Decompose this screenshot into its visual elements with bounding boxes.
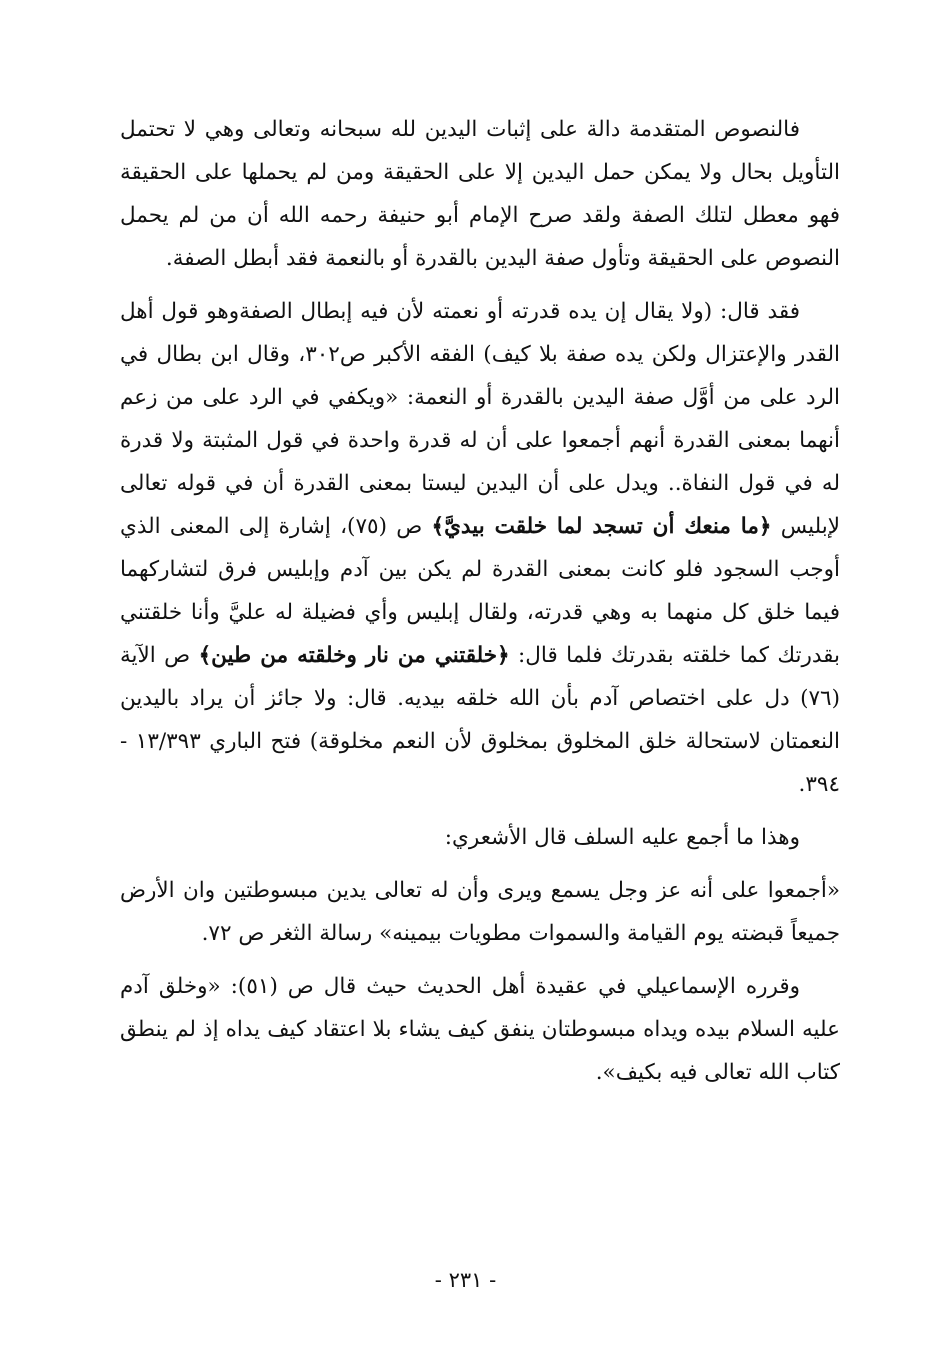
- paragraph-ismaili-quote: وقرره الإسماعيلي في عقيدة أهل الحديث حيث قال ص (٥١): «وخلق آدم عليه السلام بيده ويداه مبسوطتان ينفق كيف يشاء بلا اعتقاد كيف يداه إذ لم ينطق كتاب الله تعالى فيه بكيف».: [120, 974, 840, 1085]
- paragraph-text: ص (٧٥)، إشارة إلى المعنى الذي أوجب السجود فلو كانت بمعنى القدرة لم يكن بين آدم وإبليس فرق لتشاركهما فيما خلق كل منهما به وهي قدرته، ولقال إبليس وأي فضيلة له عليَّ وأنا خلقتني بقدرتك كما خلقته بقدرتك فلما قال:: [120, 514, 840, 668]
- paragraph-text: ص الآية (٧٦) دل على اختصاص آدم بأن الله خلقه بيديه. قال: ولا جائز أن يراد باليدين النعمتان لاستحالة خلق المخلوق بمخلوق لأن النعم مخلوقة) فتح الباري ١٣/٣٩٣ - ٣٩٤.: [120, 643, 840, 797]
- page-body: [120, 108, 840, 1094]
- quran-verse: ﴿ما منعك أن تسجد لما خلقت بيديَّ﴾: [431, 514, 772, 539]
- paragraph-quote-ibn-battal: [120, 290, 840, 806]
- paragraph-salaf-consensus: وهذا ما أجمع عليه السلف قال الأشعري:: [444, 825, 800, 850]
- paragraph-ashari-quote: «أجمعوا على أنه عز وجل يسمع ويرى وأن له تعالى يدين مبسوطتين وان الأرض جميعاً قبضته يوم القيامة والسموات مطويات بيمينه» رسالة الثغر ص ٧٢.: [120, 878, 840, 946]
- quran-verse: ﴿خلقتني من نار وخلقته من طين﴾: [198, 643, 510, 668]
- paragraph-text: فقد قال: (ولا يقال إن يده قدرته أو نعمته لأن فيه إبطال الصفةوهو قول أهل القدر والإعتزال ولكن يده صفة بلا كيف) الفقه الأكبر ص٣٠٢، وقال ابن بطال في الرد على من أوَّل صفة اليدين بالقدرة أو النعمة: «ويكفي في الرد على من زعم أنهما بمعنى القدرة أنهم أجمعوا على أن له قدرة واحدة في قول المثبتة ولا قدرة له في قول النفاة.. ويدل على أن اليدين ليستا بمعنى القدرة أن في قوله تعالى لإبليس: [120, 299, 840, 539]
- page-number: - ٢٣١ -: [434, 1268, 497, 1292]
- paragraph-attributes-hands: فالنصوص المتقدمة دالة على إثبات اليدين لله سبحانه وتعالى وهي لا تحتمل التأويل بحال ولا يمكن حمل اليدين إلا على الحقيقة ومن لم يحملها على الحقيقة فهو معطل لتلك الصفة ولقد صرح الإمام أبو حنيفة رحمه الله أن من لم يحمل النصوص على الحقيقة وتأول صفة اليدين بالقدرة أو بالنعمة فقد أبطل الصفة.: [120, 117, 840, 271]
